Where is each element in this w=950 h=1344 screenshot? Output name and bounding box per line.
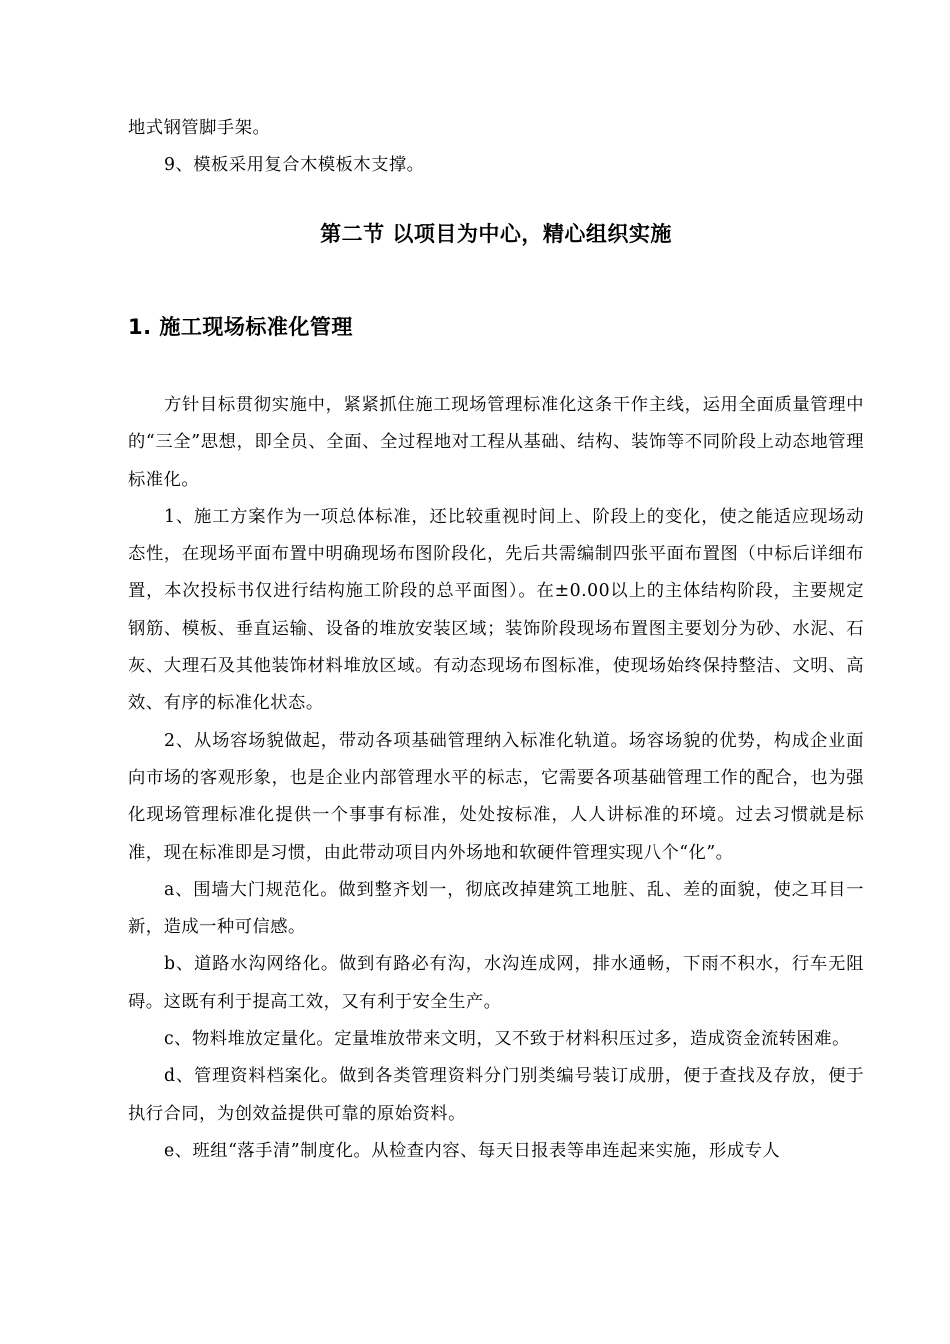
- continued-line: 地式钢管脚手架。: [128, 118, 271, 138]
- paragraph-item-c: c、物料堆放定量化。定量堆放带来文明，又不致于材料积压过多，造成资金流转困难。: [164, 1029, 850, 1050]
- paragraph-item-1: 1、施工方案作为一项总体标准，还比较重视时间上、阶段上的变化，使之能适应现场动态性，在现场平面布置中明确现场布图阶段化，先后共需编制四张平面布置图（中标后详细布置，本次投标书仅进行结构施工阶段的总平面图）。在±0.00以上的主体结构阶段，主要规定钢筋、模板、垂直运输、设备的堆放安装区域；装饰阶段现场布置图主要划分为砂、水泥、石灰、大理石及其他装饰材料堆放区域。有动态现场布图标准，使现场始终保持整洁、文明、高效、有序的标准化状态。: [128, 506, 864, 714]
- list-item-9: 9、模板采用复合木模板木支撑。: [164, 155, 425, 176]
- continued-text: [128, 110, 864, 185]
- section-heading: 第二节 以项目为中心，精心组织实施: [320, 222, 672, 246]
- paragraph-intro: 方针目标贯彻实施中，紧紧抓住施工现场管理标准化这条干作主线，运用全面质量管理中的“三全”思想，即全员、全面、全过程地对工程从基础、结构、装饰等不同阶段上动态地管理标准化。: [128, 395, 864, 490]
- paragraph-item-2: 2、从场容场貌做起，带动各项基础管理纳入标准化轨道。场容场貌的优势，构成企业面向市场的客观形象，也是企业内部管理水平的标志，它需要各项基础管理工作的配合，也为强化现场管理标准化提供一个事事有标准，处处按标准，人人讲标准的环境。过去习惯就是标准，现在标准即是习惯，由此带动项目内外场地和软硬件管理实现八个“化”。: [128, 730, 864, 863]
- paragraph-item-d: d、管理资料档案化。做到各类管理资料分门别类编号装订成册，便于查找及存放，便于执行合同，为创效益提供可靠的原始资料。: [128, 1066, 864, 1124]
- paragraph-item-b: b、道路水沟网络化。做到有路必有沟，水沟连成网，排水通畅，下雨不积水，行车无阻碍。这既有利于提高工效，又有利于安全生产。: [128, 954, 864, 1012]
- subsection-heading: 1. 施工现场标准化管理: [128, 315, 353, 339]
- body-text: [128, 387, 864, 1170]
- paragraph-item-e: e、班组“落手清”制度化。从检查内容、每天日报表等串连起来实施，形成专人: [164, 1140, 781, 1161]
- paragraph-item-a: a、围墙大门规范化。做到整齐划一，彻底改掉建筑工地脏、乱、差的面貌，使之耳目一新，造成一种可信感。: [128, 879, 864, 938]
